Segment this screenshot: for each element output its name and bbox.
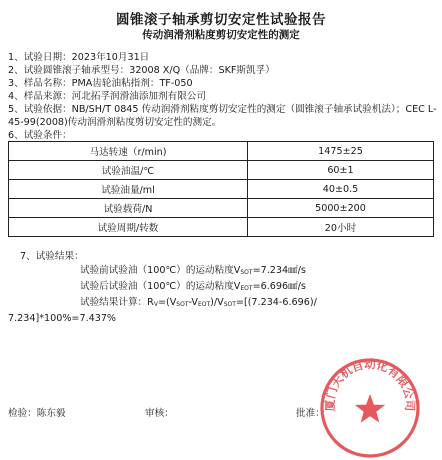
report-info [8,51,438,142]
reviewer-signature: 审核： [145,408,174,419]
viscosity-after [0,280,442,296]
report-title: 圆锥滚子轴承剪切安定性试验报告 [116,12,326,28]
results-heading: 7、试验结果： [20,251,84,262]
test-date: 1、试验日期：2023年10月31日 [8,52,150,63]
inspector-signature: 检验：陈东毅 [8,408,66,419]
calc-part: =(V [157,297,177,308]
subscript-eot: EOT [197,301,211,308]
test-basis: 5、试验依据：NB/SH/T 0845 传动润滑剂粘度剪切安定性的测定（圆锥滚子轴承试验机法）；CEC L-45-99(2008)传动润滑剂粘度剪切安定性的测定。 [8,104,437,128]
condition-value: 1475±25 [248,142,434,161]
subscript-sot: SOT [176,301,189,308]
test-conditions-heading: 6、试验条件： [8,130,72,141]
condition-value: 40±0.5 [248,180,434,199]
condition-label: 试验周期/转数 [9,218,248,237]
company-seal-stamp [318,356,422,460]
condition-value: 60±1 [248,161,434,180]
report-subtitle: 传动润滑剂粘度剪切安定性的测定 [142,29,300,41]
result-calculation-continued: 7.234]*100%=7.437% [8,313,117,324]
subscript-eot: EOT [240,285,253,292]
result-calculation [0,296,442,312]
table-row [9,199,434,218]
viscosity-after-value: =6.696㎟/s [252,281,306,292]
subscript-sot: SOT [240,269,253,276]
table-row [9,218,434,237]
condition-value: 20小时 [248,218,434,237]
calc-prefix: 试验结果计算：R [80,297,154,308]
star-icon [355,394,385,423]
table-row [9,142,434,161]
condition-label: 试验油温/℃ [9,161,248,180]
calc-part: -V [188,297,198,308]
test-conditions-table [8,141,434,237]
condition-label: 试验载荷/N [9,199,248,218]
viscosity-before [0,264,442,280]
sample-source: 4、样品来源：河北拓孚润滑油添加剂有限公司 [8,91,206,102]
bearing-model: 2、试验圆锥滚子轴承型号：32008 X/Q（品牌：SKF斯凯孚） [8,65,275,76]
calc-part: =[(7.234-6.696)/ [235,297,317,308]
test-results [0,250,442,326]
viscosity-before-prefix: 试验前试验油（100℃）的运动粘度V [80,265,241,276]
condition-value: 5000±200 [248,199,434,218]
table-row [9,161,434,180]
viscosity-after-prefix: 试验后试验油（100℃）的运动粘度V [80,281,241,292]
stamp-text: 厦门天机自动化有限公司 [322,357,418,412]
subscript-v: V [153,301,158,308]
calc-part: )/V [210,297,224,308]
condition-label: 马达转速（r/min) [9,142,248,161]
subscript-sot: SOT [223,301,236,308]
table-row [9,180,434,199]
sample-name: 3、样品名称：PMA齿轮油粘指剂：TF-050 [8,78,193,89]
approver-signature: 批准： [296,408,325,419]
condition-label: 试验油量/ml [9,180,248,199]
viscosity-before-value: =7.234㎟/s [252,265,306,276]
